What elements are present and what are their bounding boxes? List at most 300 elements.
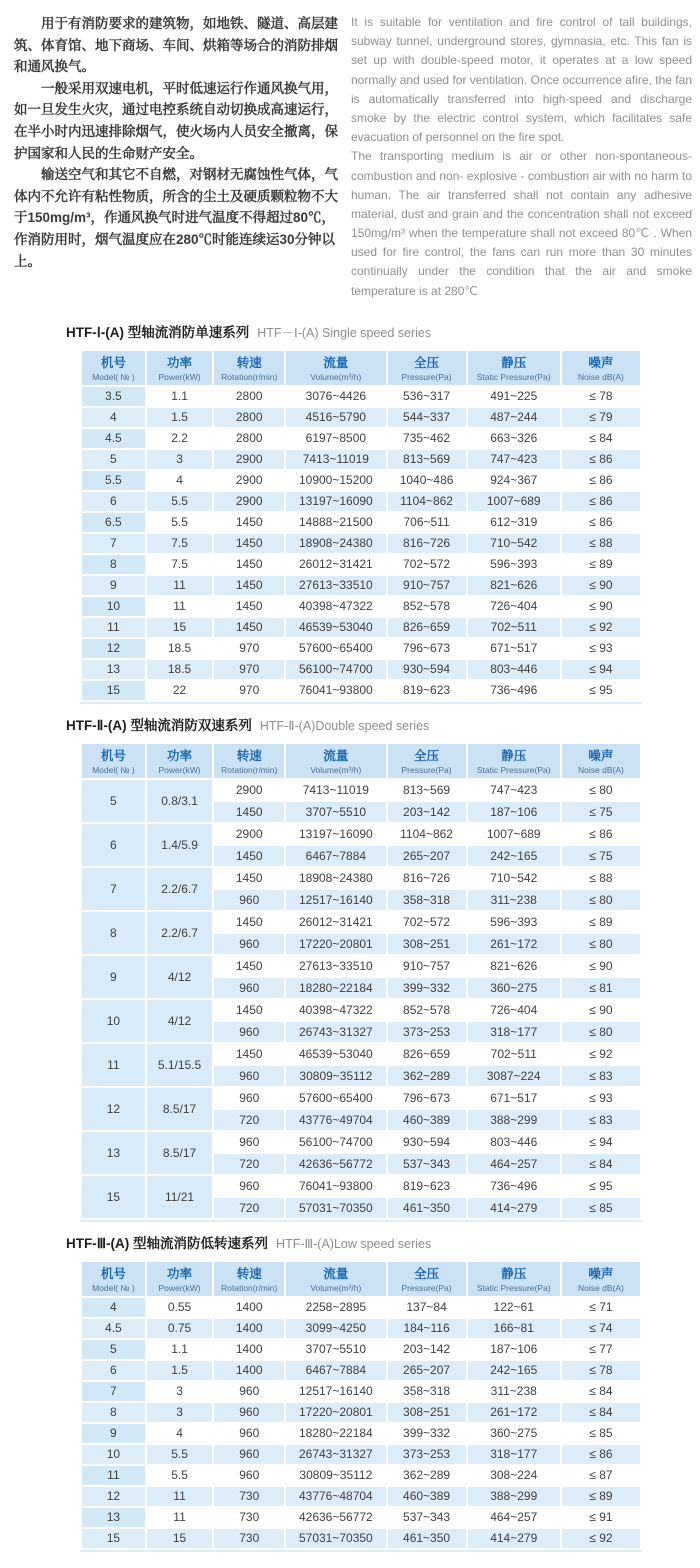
column-header-en: Rotation(r/min)	[221, 764, 278, 775]
column-header-zh: 功率	[167, 1267, 193, 1282]
table-cell: 819~623	[388, 681, 466, 700]
table-cell: 40398~47322	[286, 1000, 385, 1020]
column-header-en: Static Pressure(Pa)	[476, 1282, 551, 1293]
table-cell: 15	[82, 681, 145, 700]
table-cell: ≤ 89	[562, 1487, 640, 1506]
table-cell: 970	[214, 639, 284, 658]
table-cell: 3707~5510	[286, 802, 385, 822]
table-cell: 9	[82, 1424, 145, 1443]
table-cell: ≤ 94	[562, 660, 640, 679]
table-cell: 460~389	[388, 1487, 466, 1506]
table-cell: 388~299	[468, 1110, 560, 1130]
table-cell: 1450	[214, 802, 284, 822]
table-cell: 6.5	[82, 513, 145, 532]
table-cell: 18280~22184	[286, 978, 385, 998]
table-cell: 796~673	[388, 1088, 466, 1108]
table-title	[66, 321, 642, 341]
table-cell: 7	[82, 534, 145, 553]
power-cell: 5.1/15.5	[147, 1044, 213, 1086]
table-row	[82, 1403, 640, 1422]
table-cell: 702~511	[468, 618, 560, 637]
table-cell: 5.5	[147, 492, 213, 511]
double-speed-section	[66, 714, 642, 1222]
table-cell: 1450	[214, 597, 284, 616]
table-row	[82, 1487, 640, 1506]
table-cell: 187~106	[468, 802, 560, 822]
power-cell: 2.2/6.7	[147, 912, 213, 954]
power-cell: 2.2/6.7	[147, 868, 213, 910]
table-cell: ≤ 95	[562, 1176, 640, 1196]
table-cell: 358~318	[388, 1382, 466, 1401]
table-cell: 318~177	[468, 1022, 560, 1042]
double-speed-table	[80, 742, 642, 1222]
table-cell: ≤ 92	[562, 1044, 640, 1064]
table-cell: 12517~16140	[286, 890, 385, 910]
table-row	[82, 576, 640, 595]
table-cell: 5	[82, 450, 145, 469]
header-row	[82, 351, 640, 385]
table-row	[82, 408, 640, 427]
table-cell: 5.5	[82, 471, 145, 490]
table-cell: 27613~33510	[286, 576, 385, 595]
table-cell: 13	[82, 1508, 145, 1527]
table-cell: 2900	[214, 471, 284, 490]
table-cell: 57031~70350	[286, 1529, 385, 1548]
table-cell: 7413~11019	[286, 450, 385, 469]
table-row	[82, 1176, 640, 1196]
table-row	[82, 618, 640, 637]
column-header-en: Noise dB(A)	[578, 764, 624, 775]
table-cell: 1450	[214, 846, 284, 866]
table-cell: ≤ 92	[562, 1529, 640, 1548]
column-header-zh: 流量	[323, 356, 349, 371]
table-cell: 360~275	[468, 978, 560, 998]
table-cell: 399~332	[388, 978, 466, 998]
table-row	[82, 1382, 640, 1401]
table-cell: ≤ 95	[562, 681, 640, 700]
table-title-en: HTF－Ⅰ-(A) Single speed series	[257, 325, 432, 340]
table-cell: 710~542	[468, 868, 560, 888]
table-row	[82, 471, 640, 490]
table-cell: 2800	[214, 408, 284, 427]
table-title-en: HTF-Ⅲ-(A)Low speed series	[276, 1236, 432, 1251]
model-cell: 8	[82, 912, 145, 954]
table-cell: 1104~862	[388, 492, 466, 511]
table-cell: 6197~8500	[286, 429, 385, 448]
table-cell: 10900~15200	[286, 471, 385, 490]
table-cell: 265~207	[388, 1361, 466, 1380]
table-cell: 7	[82, 1382, 145, 1401]
intro-paragraph-zh-2: 一般采用双速电机，平时低速运行作通风换气用，如一旦发生火灾，通过电控系统自动切换成高速运行，在半小时内迅速排除烟气，使火场内人员安全撤离，保护国家和人民的生命财产安全。	[14, 80, 338, 161]
table-title-en: HTF-Ⅱ-(A)Double speed series	[259, 718, 430, 733]
low-speed-section	[66, 1232, 642, 1552]
table-row	[82, 597, 640, 616]
table-cell: 11	[147, 597, 213, 616]
table-cell: 7.5	[147, 555, 213, 574]
table-cell: 596~393	[468, 912, 560, 932]
table-cell: 1450	[214, 513, 284, 532]
column-header	[286, 351, 385, 385]
table-row	[82, 1044, 640, 1064]
table-cell: 4	[82, 408, 145, 427]
table-cell: 487~244	[468, 408, 560, 427]
table-cell: 414~279	[468, 1529, 560, 1548]
table-cell: ≤ 86	[562, 513, 640, 532]
table-cell: 852~578	[388, 597, 466, 616]
table-cell: 7413~11019	[286, 780, 385, 800]
table-cell: 730	[214, 1529, 284, 1548]
table-cell: 27613~33510	[286, 956, 385, 976]
table-cell: 414~279	[468, 1198, 560, 1218]
table-row	[82, 429, 640, 448]
table-cell: 720	[214, 1154, 284, 1174]
table-cell: 464~257	[468, 1154, 560, 1174]
table-cell: 537~343	[388, 1508, 466, 1527]
table-cell: ≤ 75	[562, 846, 640, 866]
column-header-en: Power(kW)	[158, 764, 201, 775]
table-cell: 318~177	[468, 1445, 560, 1464]
table-cell: 461~350	[388, 1198, 466, 1218]
table-cell: 813~569	[388, 450, 466, 469]
table-cell: 203~142	[388, 1340, 466, 1359]
table-cell: 960	[214, 1176, 284, 1196]
table-cell: 796~673	[388, 639, 466, 658]
column-header	[388, 1262, 466, 1296]
column-header-en: Model( № )	[92, 371, 135, 382]
column-header-en: Rotation(r/min)	[221, 371, 278, 382]
table-cell: 460~389	[388, 1110, 466, 1130]
table-cell: 1007~689	[468, 824, 560, 844]
column-header-zh: 转速	[236, 1267, 262, 1282]
table-row	[82, 387, 640, 406]
table-cell: ≤ 85	[562, 1198, 640, 1218]
power-cell: 8.5/17	[147, 1088, 213, 1130]
table-cell: 747~423	[468, 780, 560, 800]
table-cell: 13197~16090	[286, 492, 385, 511]
table-cell: 5.5	[147, 1466, 213, 1485]
table-cell: 5.5	[147, 513, 213, 532]
table-row	[82, 1361, 640, 1380]
column-header	[468, 744, 560, 778]
table-cell: 166~81	[468, 1319, 560, 1338]
table-row	[82, 912, 640, 932]
intro-paragraph-zh-3: 输送空气和其它不自燃，对钢材无腐蚀性气体，气体内不允许有粘性物质，所含的尘土及硬质颗粒物不大于150mg/m³，作通风换气时进气温度不得超过80℃，作消防用时，烟气温度应在280℃时能连续运30分钟以上。	[14, 167, 338, 269]
table-row	[82, 639, 640, 658]
table-cell: 960	[214, 1088, 284, 1108]
table-cell: 803~446	[468, 660, 560, 679]
table-cell: 4	[147, 1424, 213, 1443]
table-cell: 1450	[214, 1044, 284, 1064]
table-cell: 821~626	[468, 956, 560, 976]
table-cell: 26743~31327	[286, 1022, 385, 1042]
table-cell: 1.1	[147, 387, 213, 406]
table-cell: 960	[214, 1403, 284, 1422]
table-row	[82, 681, 640, 700]
table-cell: ≤ 89	[562, 912, 640, 932]
table-cell: 852~578	[388, 1000, 466, 1020]
intro-chinese-text	[14, 13, 339, 301]
table-cell: ≤ 86	[562, 492, 640, 511]
table-cell: 970	[214, 681, 284, 700]
table-cell: 960	[214, 1132, 284, 1152]
table-cell: 11	[82, 618, 145, 637]
table-row	[82, 450, 640, 469]
table-cell: 18908~24380	[286, 868, 385, 888]
table-cell: 3076~4426	[286, 387, 385, 406]
table-cell: 261~172	[468, 934, 560, 954]
table-cell: 6467~7884	[286, 846, 385, 866]
single-speed-table	[80, 349, 642, 704]
table-cell: ≤ 90	[562, 597, 640, 616]
table-cell: 736~496	[468, 681, 560, 700]
column-header-en: Volume(m³/h)	[310, 764, 362, 775]
model-cell: 15	[82, 1176, 145, 1218]
table-row	[82, 513, 640, 532]
table-cell: 9	[82, 576, 145, 595]
table-cell: 4.5	[82, 1319, 145, 1338]
table-row	[82, 1466, 640, 1485]
table-cell: 4	[147, 471, 213, 490]
table-title	[66, 1232, 642, 1252]
table-cell: 12	[82, 1487, 145, 1506]
table-row	[82, 1298, 640, 1317]
column-header	[147, 1262, 213, 1296]
table-cell: 960	[214, 1382, 284, 1401]
column-header	[286, 744, 385, 778]
table-cell: 1450	[214, 534, 284, 553]
intro-english-text	[351, 13, 692, 301]
table-cell: ≤ 86	[562, 471, 640, 490]
table-cell: 17220~20801	[286, 1403, 385, 1422]
table-cell: ≤ 86	[562, 1445, 640, 1464]
table-cell: 15	[147, 618, 213, 637]
table-cell: 11	[82, 1466, 145, 1485]
table-cell: 1450	[214, 555, 284, 574]
column-header	[214, 744, 284, 778]
table-cell: 7.5	[147, 534, 213, 553]
column-header-zh: 转速	[236, 356, 262, 371]
table-cell: 826~659	[388, 1044, 466, 1064]
table-cell: 671~517	[468, 1088, 560, 1108]
table-cell: 12	[82, 639, 145, 658]
column-header	[214, 1262, 284, 1296]
table-cell: 360~275	[468, 1424, 560, 1443]
table-cell: 2258~2895	[286, 1298, 385, 1317]
table-cell: 1.5	[147, 1361, 213, 1380]
table-row	[82, 1319, 640, 1338]
column-header-zh: 静压	[501, 1267, 527, 1282]
power-cell: 4/12	[147, 1000, 213, 1042]
column-header-en: Pressure(Pa)	[401, 1282, 452, 1293]
table-cell: 544~337	[388, 408, 466, 427]
table-cell: 1450	[214, 618, 284, 637]
column-header-en: Pressure(Pa)	[401, 764, 452, 775]
table-cell: 46539~53040	[286, 618, 385, 637]
table-cell: 671~517	[468, 639, 560, 658]
column-header-zh: 全压	[414, 356, 440, 371]
intro-paragraph-zh-1: 用于有消防要求的建筑物，如地铁、隧道、高层建筑、体育馆、地下商场、车间、烘箱等场合的消防排烟和通风换气。	[14, 16, 338, 75]
table-cell: 184~116	[388, 1319, 466, 1338]
column-header	[388, 744, 466, 778]
table-cell: ≤ 86	[562, 450, 640, 469]
table-cell: 8	[82, 1403, 145, 1422]
column-header-en: Static Pressure(Pa)	[476, 371, 551, 382]
table-row	[82, 868, 640, 888]
table-cell: 242~165	[468, 846, 560, 866]
model-cell: 10	[82, 1000, 145, 1042]
column-header-zh: 功率	[167, 356, 193, 371]
table-cell: 22	[147, 681, 213, 700]
column-header-zh: 机号	[100, 356, 126, 371]
column-header	[82, 1262, 145, 1296]
low-speed-table	[80, 1260, 642, 1552]
table-cell: 311~238	[468, 1382, 560, 1401]
column-header-en: Rotation(r/min)	[221, 1282, 278, 1293]
intro-section	[0, 0, 700, 305]
table-cell: ≤ 80	[562, 890, 640, 910]
table-cell: 15	[82, 1529, 145, 1548]
table-cell: 122~61	[468, 1298, 560, 1317]
table-cell: ≤ 84	[562, 1403, 640, 1422]
table-cell: 18.5	[147, 639, 213, 658]
power-cell: 0.8/3.1	[147, 780, 213, 822]
table-cell: 0.55	[147, 1298, 213, 1317]
model-cell: 7	[82, 868, 145, 910]
table-title-zh: HTF-Ⅱ-(A) 型轴流消防双速系列	[66, 717, 252, 733]
model-cell: 12	[82, 1088, 145, 1130]
column-header-en: Model( № )	[92, 764, 135, 775]
table-cell: 3	[147, 450, 213, 469]
table-cell: 76041~93800	[286, 681, 385, 700]
table-cell: 702~572	[388, 555, 466, 574]
column-header-zh: 全压	[414, 749, 440, 764]
column-header-zh: 全压	[414, 1267, 440, 1282]
table-cell: 1104~862	[388, 824, 466, 844]
table-cell: 56100~74700	[286, 660, 385, 679]
table-cell: 736~496	[468, 1176, 560, 1196]
table-cell: ≤ 88	[562, 534, 640, 553]
table-cell: ≤ 75	[562, 802, 640, 822]
table-cell: ≤ 79	[562, 408, 640, 427]
table-cell: 2900	[214, 450, 284, 469]
column-header-zh: 静压	[501, 356, 527, 371]
table-cell: 970	[214, 660, 284, 679]
table-cell: ≤ 90	[562, 1000, 640, 1020]
column-header	[214, 351, 284, 385]
table-cell: 30809~35112	[286, 1066, 385, 1086]
table-cell: ≤ 78	[562, 1361, 640, 1380]
table-cell: ≤ 90	[562, 956, 640, 976]
table-cell: 3087~224	[468, 1066, 560, 1086]
table-cell: 826~659	[388, 618, 466, 637]
table-row	[82, 1424, 640, 1443]
table-cell: 816~726	[388, 868, 466, 888]
table-cell: 3099~4250	[286, 1319, 385, 1338]
table-cell: 663~326	[468, 429, 560, 448]
table-cell: ≤ 83	[562, 1110, 640, 1130]
table-row	[82, 1000, 640, 1020]
table-row	[82, 1445, 640, 1464]
table-cell: 137~84	[388, 1298, 466, 1317]
table-cell: 11	[147, 1487, 213, 1506]
table-cell: 187~106	[468, 1340, 560, 1359]
table-cell: ≤ 77	[562, 1340, 640, 1359]
header-row	[82, 1262, 640, 1296]
table-cell: 1400	[214, 1319, 284, 1338]
table-row	[82, 1340, 640, 1359]
column-header-en: Volume(m³/h)	[310, 1282, 362, 1293]
power-cell: 4/12	[147, 956, 213, 998]
column-header	[286, 1262, 385, 1296]
column-header-en: Volume(m³/h)	[310, 371, 362, 382]
table-cell: 42636~56772	[286, 1154, 385, 1174]
table-cell: 12517~16140	[286, 1382, 385, 1401]
table-title-zh: HTF-Ⅲ-(A) 型轴流消防低转速系列	[66, 1235, 269, 1251]
table-cell: 362~289	[388, 1466, 466, 1485]
table-cell: 11	[147, 576, 213, 595]
table-cell: 960	[214, 1466, 284, 1485]
table-cell: 2900	[214, 824, 284, 844]
table-cell: 464~257	[468, 1508, 560, 1527]
column-header-en: Static Pressure(Pa)	[476, 764, 551, 775]
table-cell: 960	[214, 1424, 284, 1443]
table-cell: 43776~48704	[286, 1487, 385, 1506]
table-cell: 42636~56772	[286, 1508, 385, 1527]
table-cell: ≤ 80	[562, 1022, 640, 1042]
column-header-en: Power(kW)	[158, 1282, 201, 1293]
table-cell: 960	[214, 890, 284, 910]
table-cell: 702~572	[388, 912, 466, 932]
table-cell: ≤ 84	[562, 1154, 640, 1174]
table-cell: 358~318	[388, 890, 466, 910]
table-cell: 15	[147, 1529, 213, 1548]
model-cell: 9	[82, 956, 145, 998]
table-row	[82, 492, 640, 511]
table-cell: 1450	[214, 576, 284, 595]
table-cell: 2800	[214, 387, 284, 406]
table-cell: 2900	[214, 780, 284, 800]
table-cell: ≤ 94	[562, 1132, 640, 1152]
table-cell: 1040~486	[388, 471, 466, 490]
table-cell: 960	[214, 1022, 284, 1042]
column-header	[468, 351, 560, 385]
table-row	[82, 956, 640, 976]
table-cell: 0.75	[147, 1319, 213, 1338]
table-cell: 3707~5510	[286, 1340, 385, 1359]
table-cell: ≤ 84	[562, 429, 640, 448]
table-cell: ≤ 93	[562, 1088, 640, 1108]
table-row	[82, 1132, 640, 1152]
column-header-zh: 噪声	[588, 1267, 614, 1282]
table-row	[82, 534, 640, 553]
table-cell: 46539~53040	[286, 1044, 385, 1064]
table-cell: 10	[82, 1445, 145, 1464]
table-row	[82, 1529, 640, 1548]
table-cell: 924~367	[468, 471, 560, 490]
table-cell: 265~207	[388, 846, 466, 866]
table-cell: 930~594	[388, 1132, 466, 1152]
table-cell: 720	[214, 1198, 284, 1218]
column-header-zh: 机号	[100, 749, 126, 764]
table-cell: 57600~65400	[286, 639, 385, 658]
table-cell: 373~253	[388, 1022, 466, 1042]
table-cell: ≤ 90	[562, 576, 640, 595]
column-header	[468, 1262, 560, 1296]
column-header-zh: 机号	[100, 1267, 126, 1282]
table-cell: 308~251	[388, 934, 466, 954]
table-cell: 399~332	[388, 1424, 466, 1443]
table-cell: 308~224	[468, 1466, 560, 1485]
